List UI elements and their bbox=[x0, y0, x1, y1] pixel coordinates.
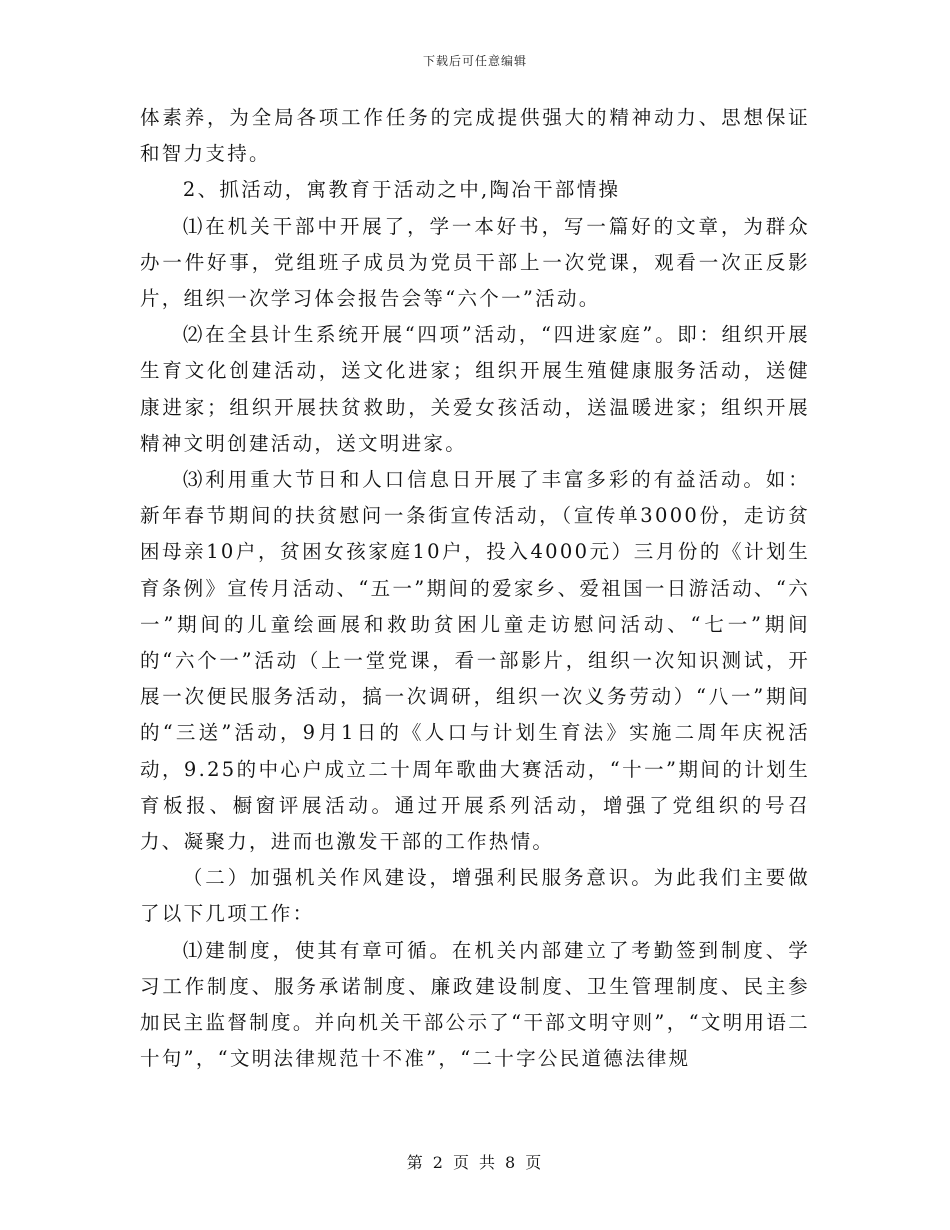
paragraph-item-3: ⑶利用重大节日和人口信息日开展了丰富多彩的有益活动。如：新年春节期间的扶贫慰问一条街宣传活动，（宣传单3000份，走访贫困母亲10户，贫困女孩家庭10户，投入4000元）三月份的《计划生育条例》宣传月活动、“五一”期间的爱家乡、爱祖国一日游活动、“六一”期间的儿童绘画展和救助贫困儿童走访慰问活动、“七一”期间的“六个一”活动（上一堂党课，看一部影片，组织一次知识测试，开展一次便民服务活动，搞一次调研，组织一次义务劳动）“八一”期间的“三送”活动，9月1日的《人口与计划生育法》实施二周年庆祝活动，9.25的中心户成立二十周年歌曲大赛活动，“十一”期间的计划生育板报、橱窗评展活动。通过开展系列活动，增强了党组织的号召力、凝聚力，进而也激发干部的工作热情。 bbox=[140, 468, 810, 854]
footer-page-number: 2 bbox=[432, 1153, 445, 1172]
footer-suffix: 页 bbox=[525, 1153, 544, 1172]
footer-total-label: 共 bbox=[479, 1153, 498, 1172]
paragraph-section-2-heading: 2、抓活动，寓教育于活动之中,陶冶干部情操 bbox=[182, 178, 621, 202]
body-text bbox=[140, 100, 810, 1077]
paragraph-item-1: ⑴在机关干部中开展了，学一本好书，写一篇好的文章，为群众办一件好事，党组班子成员为党员干部上一次党课，观看一次正反影片，组织一次学习体会报告会等“六个一”活动。 bbox=[140, 214, 810, 311]
paragraph-continuation: 体素养，为全局各项工作任务的完成提供强大的精神动力、思想保证和智力支持。 bbox=[140, 106, 810, 166]
footer-prefix: 第 bbox=[406, 1153, 425, 1172]
footer-page-label: 页 bbox=[452, 1153, 471, 1172]
page-header: 下载后可任意编辑 bbox=[422, 54, 527, 68]
paragraph-item-rules: ⑴建制度，使其有章可循。在机关内部建立了考勤签到制度、学习工作制度、服务承诺制度、廉政建设制度、卫生管理制度、民主参加民主监督制度。并向机关干部公示了“干部文明守则”，“文明用语二十句”，“文明法律规范十不准”，“二十字公民道德法律规 bbox=[140, 938, 810, 1071]
paragraph-section-heading-2: （二）加强机关作风建设，增强利民服务意识。为此我们主要做了以下几项工作： bbox=[140, 866, 810, 926]
paragraph-item-2: ⑵在全县计生系统开展“四项”活动，“四进家庭”。即：组织开展生育文化创建活动，送文化进家；组织开展生殖健康服务活动，送健康进家；组织开展扶贫救助，关爱女孩活动，送温暖进家；组织开展精神文明创建活动，送文明进家。 bbox=[140, 323, 810, 455]
footer-total-pages: 8 bbox=[505, 1153, 518, 1172]
page-footer bbox=[0, 1150, 950, 1173]
